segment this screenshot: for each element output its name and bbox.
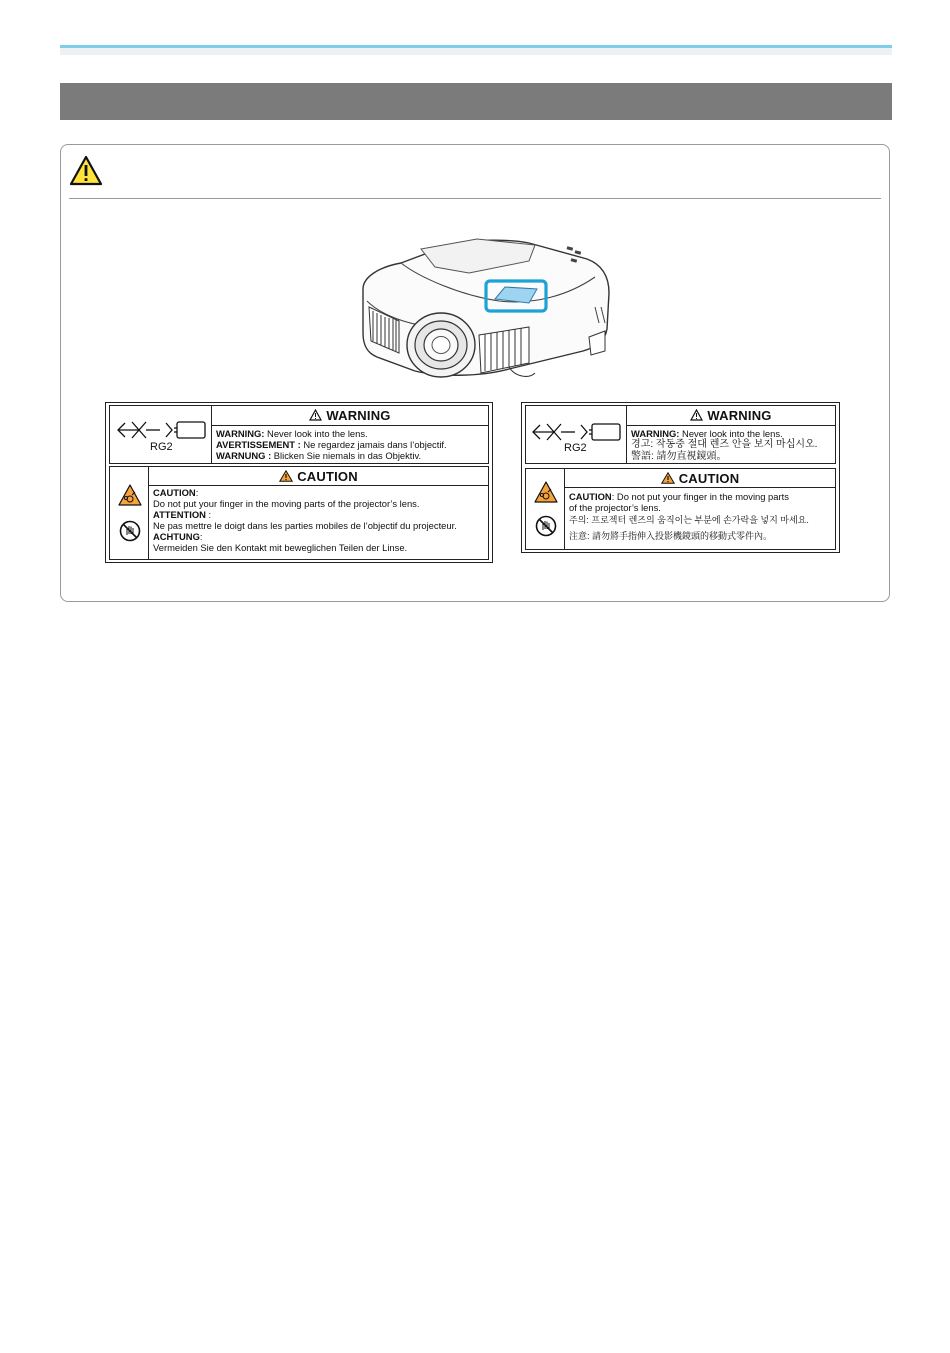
- top-rule-shadow: [60, 48, 892, 55]
- warning-title: WARNING: [707, 408, 772, 423]
- warning-title: WARNING: [326, 408, 391, 423]
- warning-title-row: [212, 408, 488, 423]
- laser-eye-hazard-icon: [114, 418, 210, 442]
- hand-pinch-hazard-icon: [118, 484, 142, 506]
- caution-title: CAUTION: [678, 471, 740, 486]
- caution-line: Ne pas mettre le doigt dans les parties mobiles de l’objectif du projecteur.: [153, 520, 457, 531]
- caution-line: CAUTION:: [153, 487, 199, 498]
- section-heading-bar: [60, 83, 892, 120]
- caution-line: Do not put your finger in the moving parts of the projector’s lens.: [153, 498, 420, 509]
- warning-line: 경고: 작동중 절대 렌즈 안을 보지 마십시오.: [631, 439, 818, 450]
- caution-line: of the projector’s lens.: [569, 502, 661, 513]
- warning-panel: [525, 405, 836, 464]
- caution-title-row: [149, 469, 488, 484]
- caution-title-row: [565, 471, 835, 486]
- warning-line: WARNING: Never look into the lens.: [631, 428, 783, 439]
- warning-triangle-icon: [69, 155, 103, 187]
- caution-line: Vermeiden Sie den Kontakt mit beweglichen Teilen der Linse.: [153, 542, 408, 553]
- warning-title-row: [627, 408, 835, 423]
- caution-line: 注意: 請勿將手指伸入投影機鏡頭的移動式零件內。: [569, 531, 773, 541]
- warning-triangle-outline-icon: [309, 409, 322, 421]
- do-not-touch-icon: [535, 515, 557, 537]
- projector-with-highlighted-label-icon: [359, 237, 611, 385]
- warning-line: WARNING: Never look into the lens.: [216, 428, 368, 439]
- laser-class-label: RG2: [150, 441, 173, 453]
- hand-pinch-hazard-icon: [534, 481, 558, 503]
- warning-panel: [109, 405, 489, 464]
- do-not-touch-icon: [119, 520, 141, 542]
- laser-class-label: RG2: [564, 442, 587, 454]
- laser-warning-label-left: [105, 402, 493, 563]
- warning-divider: [69, 198, 881, 199]
- caution-line: ACHTUNG:: [153, 531, 203, 542]
- laser-eye-hazard-icon: [529, 420, 625, 444]
- caution-panel: [525, 468, 836, 550]
- laser-warning-label-right: [521, 402, 840, 553]
- caution-title: CAUTION: [297, 469, 358, 484]
- caution-line: 주의: 프로젝터 렌즈의 움직이는 부분에 손가락을 넣지 마세요.: [569, 515, 809, 525]
- caution-triangle-icon: [661, 472, 675, 484]
- caution-line: ATTENTION :: [153, 509, 212, 520]
- caution-line: CAUTION: Do not put your finger in the moving parts: [569, 491, 789, 502]
- caution-panel: [109, 466, 489, 560]
- warning-triangle-outline-icon: [690, 409, 703, 421]
- warning-line: 警語: 請勿直視鏡頭。: [631, 451, 727, 462]
- caution-triangle-icon: [279, 470, 293, 482]
- warning-line: AVERTISSEMENT : Ne regardez jamais dans l’objectif.: [216, 439, 447, 450]
- warning-line: WARNUNG : Blicken Sie niemals in das Objektiv.: [216, 450, 422, 461]
